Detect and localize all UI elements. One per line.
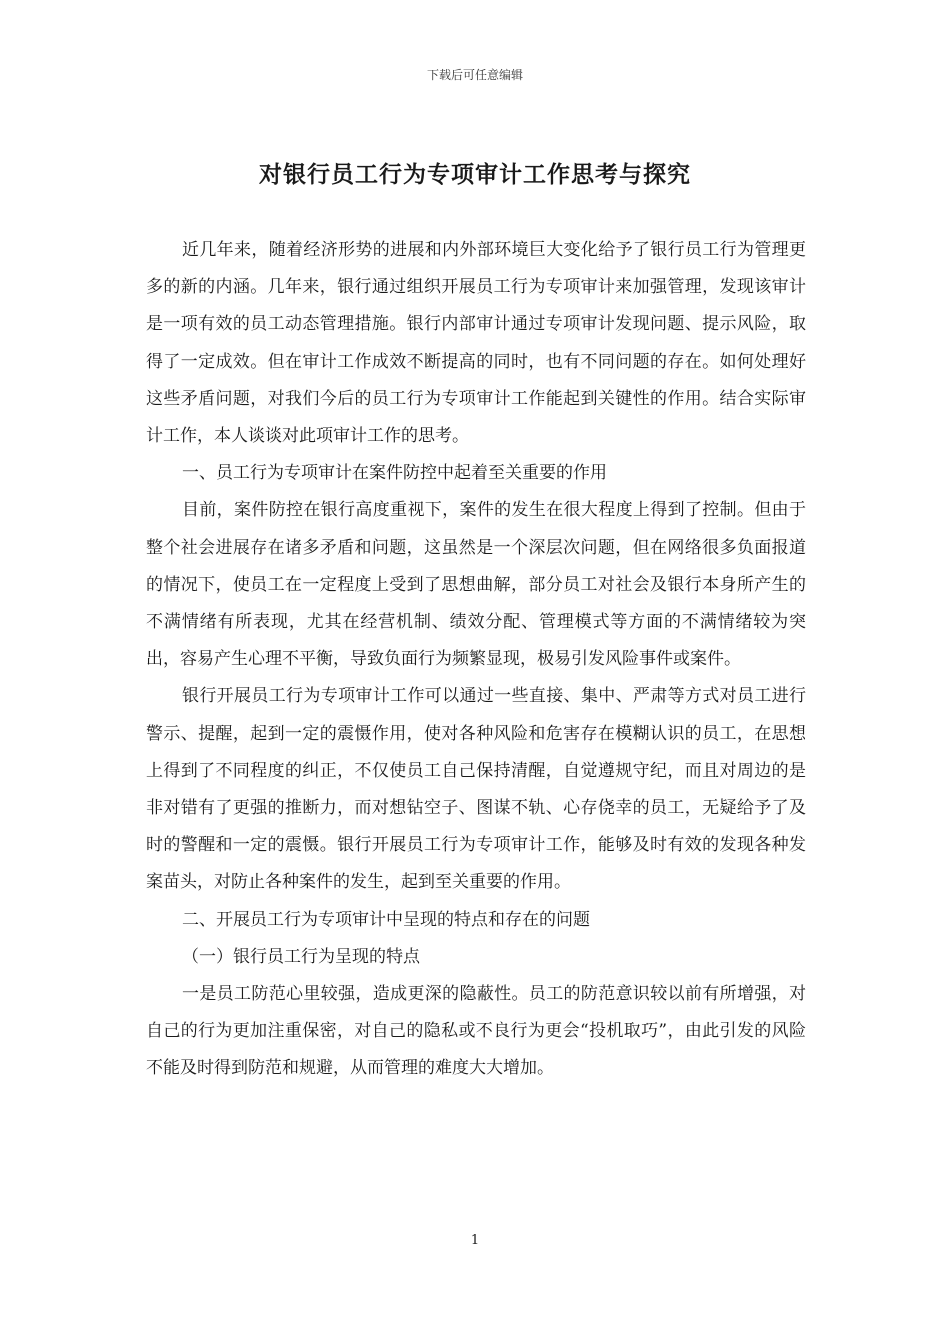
section-heading-2: 二、开展员工行为专项审计中呈现的特点和存在的问题 — [182, 909, 590, 930]
paragraph: 银行开展员工行为专项审计工作可以通过一些直接、集中、严肃等方式对员工进行警示、提醒，起到一定的震慑作用，使对各种风险和危害存在模糊认识的员工，在思想上得到了不同程度的纠正，不仅使员工自己保持清醒，自觉遵规守纪，而且对周边的是非对错有了更强的推断力，而对想钻空子、图谋不轨、心存侥幸的员工，无疑给予了及时的警醒和一定的震慑。银行开展员工行为专项审计工作，能够及时有效的发现各种发案苗头，对防止各种案件的发生，起到至关重要的作用。 — [146, 686, 806, 893]
paragraph: 一是员工防范心里较强，造成更深的隐蔽性。员工的防范意识较以前有所增强，对自己的行为更加注重保密，对自己的隐私或不良行为更会“投机取巧”，由此引发的风险不能及时得到防范和规避，从而管理的难度大大增加。 — [146, 984, 806, 1079]
document-body — [146, 232, 806, 1088]
page-number: 1 — [470, 1233, 480, 1248]
paragraph-intro: 近几年来，随着经济形势的进展和内外部环境巨大变化给予了银行员工行为管理更多的新的内涵。几年来，银行通过组织开展员工行为专项审计来加强管理，发现该审计是一项有效的员工动态管理措施。银行内部审计通过专项审计发现问题、提示风险，取得了一定成效。但在审计工作成效不断提高的同时，也有不同问题的存在。如何处理好这些矛盾问题，对我们今后的员工行为专项审计工作能起到关键性的作用。结合实际审计工作，本人谈谈对此项审计工作的思考。 — [146, 240, 806, 447]
header-note: 下载后可任意编辑 — [426, 68, 523, 82]
paragraph: 目前，案件防控在银行高度重视下，案件的发生在很大程度上得到了控制。但由于整个社会进展存在诸多矛盾和问题，这虽然是一个深层次问题，但在网络很多负面报道的情况下，使员工在一定程度上受到了思想曲解，部分员工对社会及银行本身所产生的不满情绪有所表现，尤其在经营机制、绩效分配、管理模式等方面的不满情绪较为突出，容易产生心理不平衡，导致负面行为频繁显现，极易引发风险事件或案件。 — [146, 500, 806, 670]
section-heading-1: 一、员工行为专项审计在案件防控中起着至关重要的作用 — [182, 463, 607, 484]
subsection-heading: （一）银行员工行为呈现的特点 — [182, 946, 420, 967]
document-title: 对银行员工行为专项审计工作思考与探究 — [259, 161, 691, 188]
